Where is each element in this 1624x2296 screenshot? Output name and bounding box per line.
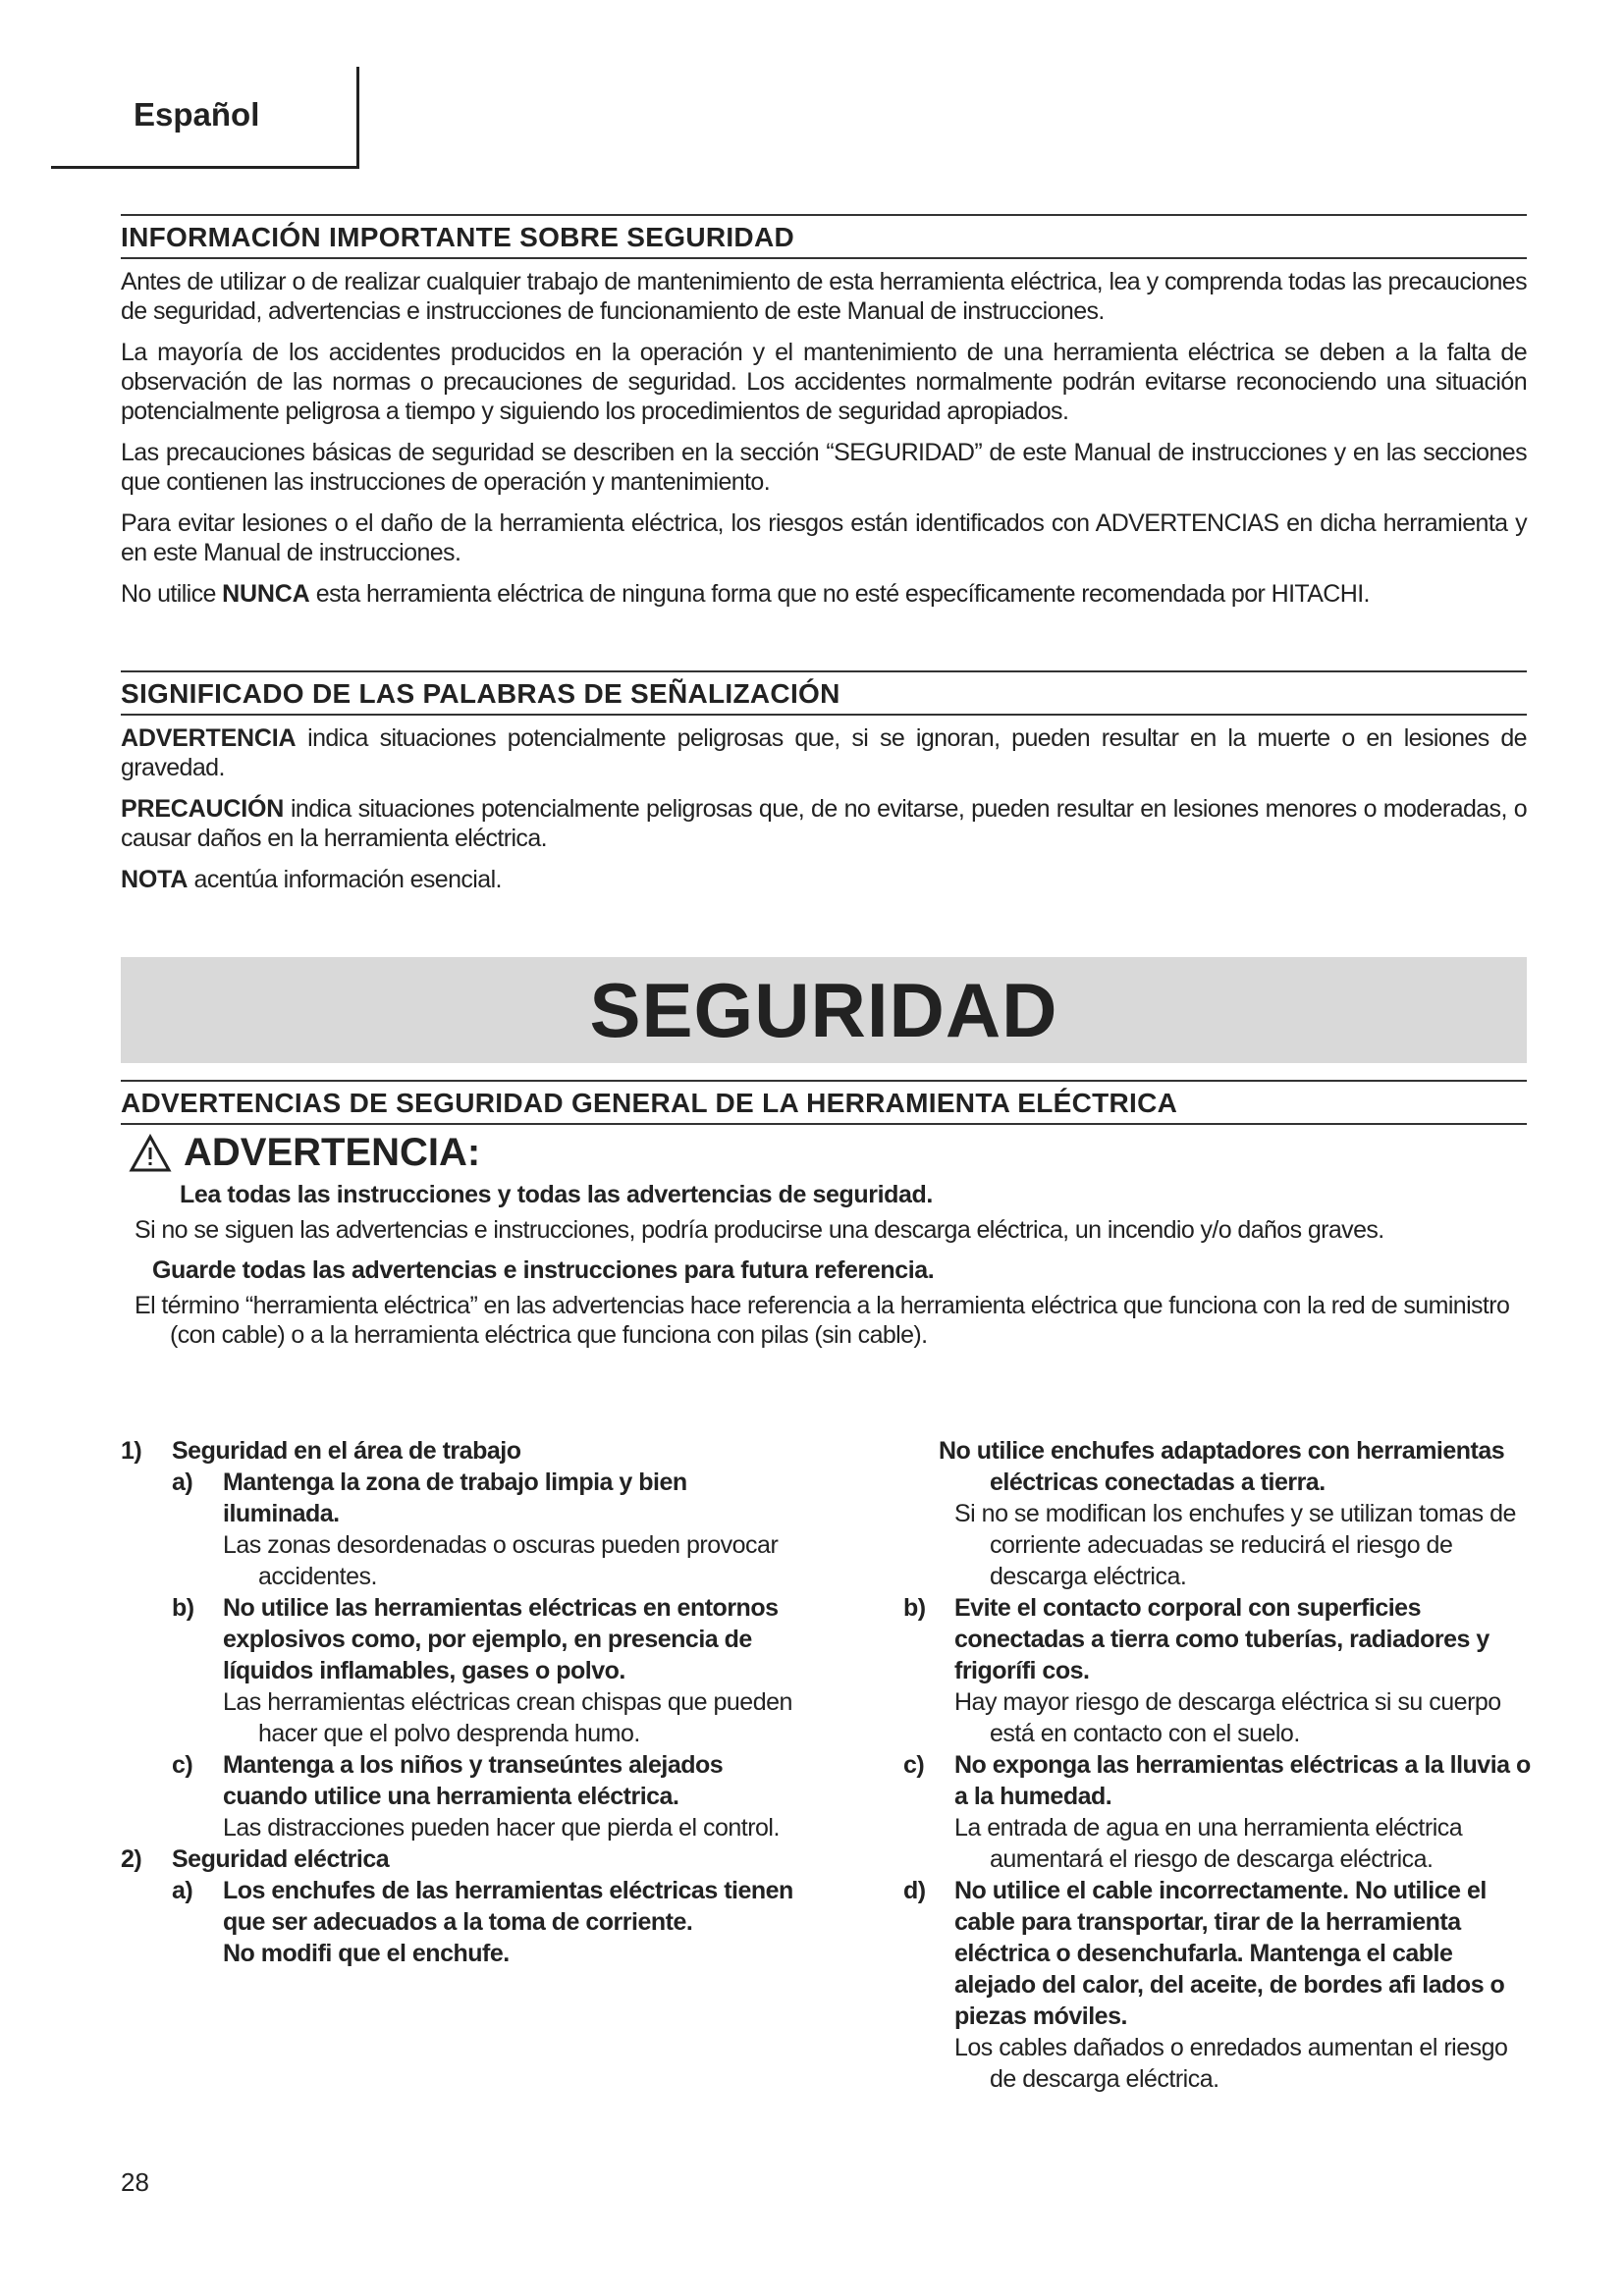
subitem-marker: a): [172, 1877, 193, 1904]
page-number: 28: [121, 2167, 149, 2197]
warning-title-row: [129, 1131, 1527, 1175]
subitem-adapters-title: No utilice enchufes adaptadores con herramientas eléctricas conectadas a tierra.: [939, 1437, 1505, 1496]
item-title: Seguridad en el área de trabajo: [172, 1437, 521, 1465]
subitem-b: [172, 1592, 808, 1686]
subitem-d-cable: [903, 1875, 1532, 2032]
subitem-body: Hay mayor riesgo de descarga eléctrica si su cuerpo está en contacto con el suelo.: [954, 1688, 1501, 1747]
language-tab: [51, 67, 359, 169]
info-paragraph: La mayoría de los accidentes producidos en la operación y el mantenimiento de una herramienta eléctrica se deben a la falta de observación de las normas o precauciones de seguridad. Los accidentes normalmente podrán evitarse reconociendo una situación potencialmente peligrosa a tiempo y siguiendo los procedimientos de seguridad apropiados.: [121, 339, 1527, 425]
subitem-c: [172, 1749, 808, 1812]
signal-words-section: [121, 670, 1527, 906]
term-definition: El término “herramienta eléctrica” en las advertencias hace referencia a la herramienta eléctrica que funciona con la red de suministro (con cable) o a la herramienta eléctrica que funciona con pilas (sin cable).: [135, 1292, 1510, 1349]
item-electrical: [121, 1843, 808, 1875]
keep-instructions: Guarde todas las advertencias e instrucciones para futura referencia.: [152, 1256, 935, 1284]
safety-banner: SEGURIDAD: [121, 957, 1527, 1063]
signal-warning: [121, 723, 1527, 782]
general-warnings-section: [121, 1080, 1527, 1362]
item-number: 2): [121, 1845, 142, 1873]
item-title: Seguridad eléctrica: [172, 1845, 390, 1873]
general-heading: ADVERTENCIAS DE SEGURIDAD GENERAL DE LA HERRAMIENTA ELÉCTRICA: [121, 1080, 1527, 1125]
subitem-b-grounded: [903, 1592, 1532, 1686]
subitem-title: No exponga las herramientas eléctricas a la lluvia o a la humedad.: [954, 1751, 1531, 1810]
text-run: indica situaciones potencialmente peligrosas que, de no evitarse, pueden resultar en lesiones menores o moderadas, o causar daños en la herramienta eléctrica.: [121, 795, 1527, 852]
language-label: Español: [134, 96, 260, 133]
info-paragraph: Antes de utilizar o de realizar cualquier trabajo de mantenimiento de esta herramienta eléctrica, lea y comprenda todas las precauciones de seguridad, advertencias e instrucciones de funcionamiento de este Manual de instrucciones.: [121, 268, 1527, 325]
text-run: indica situaciones potencialmente peligrosas que, si se ignoran, pueden resultar en la muerte o en lesiones de gravedad.: [121, 724, 1527, 781]
subitem-body: Las zonas desordenadas o oscuras pueden provocar accidentes.: [223, 1531, 779, 1590]
info-paragraph: Para evitar lesiones o el daño de la herramienta eléctrica, los riesgos están identificados con ADVERTENCIAS en dicha herramienta y en este Manual de instrucciones.: [121, 509, 1527, 566]
subitem-title: No utilice las herramientas eléctricas en entornos explosivos como, por ejemplo, en presencia de líquidos inflamables, gases o polvo.: [223, 1594, 779, 1684]
tab-divider-vertical: [356, 67, 359, 169]
warning-triangle-icon: [129, 1134, 172, 1173]
signal-note: [121, 865, 1527, 894]
text-run: No utilice: [121, 580, 223, 608]
subitem-a: [172, 1467, 808, 1529]
text-run: acentúa información esencial.: [188, 866, 502, 893]
subitem-marker: a): [172, 1468, 193, 1496]
subitem-body: Las herramientas eléctricas crean chispas que pueden hacer que el polvo desprenda humo.: [223, 1688, 792, 1747]
item-work-area: [121, 1435, 808, 1467]
left-column: [121, 1435, 808, 1969]
signal-heading: SIGNIFICADO DE LAS PALABRAS DE SEÑALIZACIÓN: [121, 670, 1527, 716]
item-number: 1): [121, 1437, 142, 1465]
subitem-title: Evite el contacto corporal con superficies conectadas a tierra como tuberías, radiadores y frigorífi cos.: [954, 1594, 1489, 1684]
subitem-body: Los cables dañados o enredados aumentan el riesgo de descarga eléctrica.: [954, 2034, 1508, 2093]
subitem-marker: c): [903, 1751, 925, 1779]
subitem-body: La entrada de agua en una herramienta eléctrica aumentará el riesgo de descarga eléctrica.: [954, 1814, 1463, 1873]
info-paragraph-never: [121, 579, 1527, 609]
right-column: [903, 1435, 1532, 2095]
subitem-title: Mantenga a los niños y transeúntes alejados cuando utilice una herramienta eléctrica.: [223, 1751, 724, 1810]
subitem-marker: b): [903, 1594, 926, 1622]
term-note: NOTA: [121, 866, 189, 893]
emphasis-never: NUNCA: [222, 580, 310, 608]
subitem-title: Los enchufes de las herramientas eléctricas tienen que ser adecuados a la toma de corriente.: [223, 1877, 793, 1936]
term-warning: ADVERTENCIA: [121, 724, 297, 752]
subitem-marker: d): [903, 1877, 926, 1904]
read-all-instructions: Lea todas las instrucciones y todas las advertencias de seguridad.: [180, 1181, 933, 1208]
tab-divider-horizontal: [51, 166, 359, 169]
signal-caution: [121, 794, 1527, 853]
subitem-c-rain: [903, 1749, 1532, 1812]
subitem-a-plugs: [172, 1875, 808, 1938]
subitem-extra: No modifi que el enchufe.: [223, 1940, 510, 1967]
subitem-title: No utilice el cable incorrectamente. No utilice el cable para transportar, tirar de la herramienta eléctrica o desenchufarla. Mantenga el cable alejado del calor, del aceite, de bordes afi lados o piezas móviles.: [954, 1877, 1505, 2030]
subitem-title: Mantenga la zona de trabajo limpia y bien iluminada.: [223, 1468, 687, 1527]
warning-title: ADVERTENCIA:: [184, 1131, 481, 1174]
text-run: esta herramienta eléctrica de ninguna forma que no esté específicamente recomendada por HITACHI.: [309, 580, 1370, 608]
subitem-adapters-body: Si no se modifican los enchufes y se utilizan tomas de corriente adecuadas se reducirá el riesgo de descarga eléctrica.: [954, 1500, 1516, 1590]
term-caution: PRECAUCIÓN: [121, 795, 285, 823]
subitem-marker: c): [172, 1751, 193, 1779]
info-heading: INFORMACIÓN IMPORTANTE SOBRE SEGURIDAD: [121, 214, 1527, 259]
subitem-body: Las distracciones pueden hacer que pierda el control.: [223, 1814, 780, 1842]
consequence-text: Si no se siguen las advertencias e instrucciones, podría producirse una descarga eléctrica, un incendio y/o daños graves.: [135, 1216, 1384, 1244]
info-section: [121, 214, 1527, 620]
info-paragraph: Las precauciones básicas de seguridad se describen en la sección “SEGURIDAD” de este Manual de instrucciones y en las secciones que contienen las instrucciones de operación y mantenimiento.: [121, 439, 1527, 496]
subitem-marker: b): [172, 1594, 194, 1622]
